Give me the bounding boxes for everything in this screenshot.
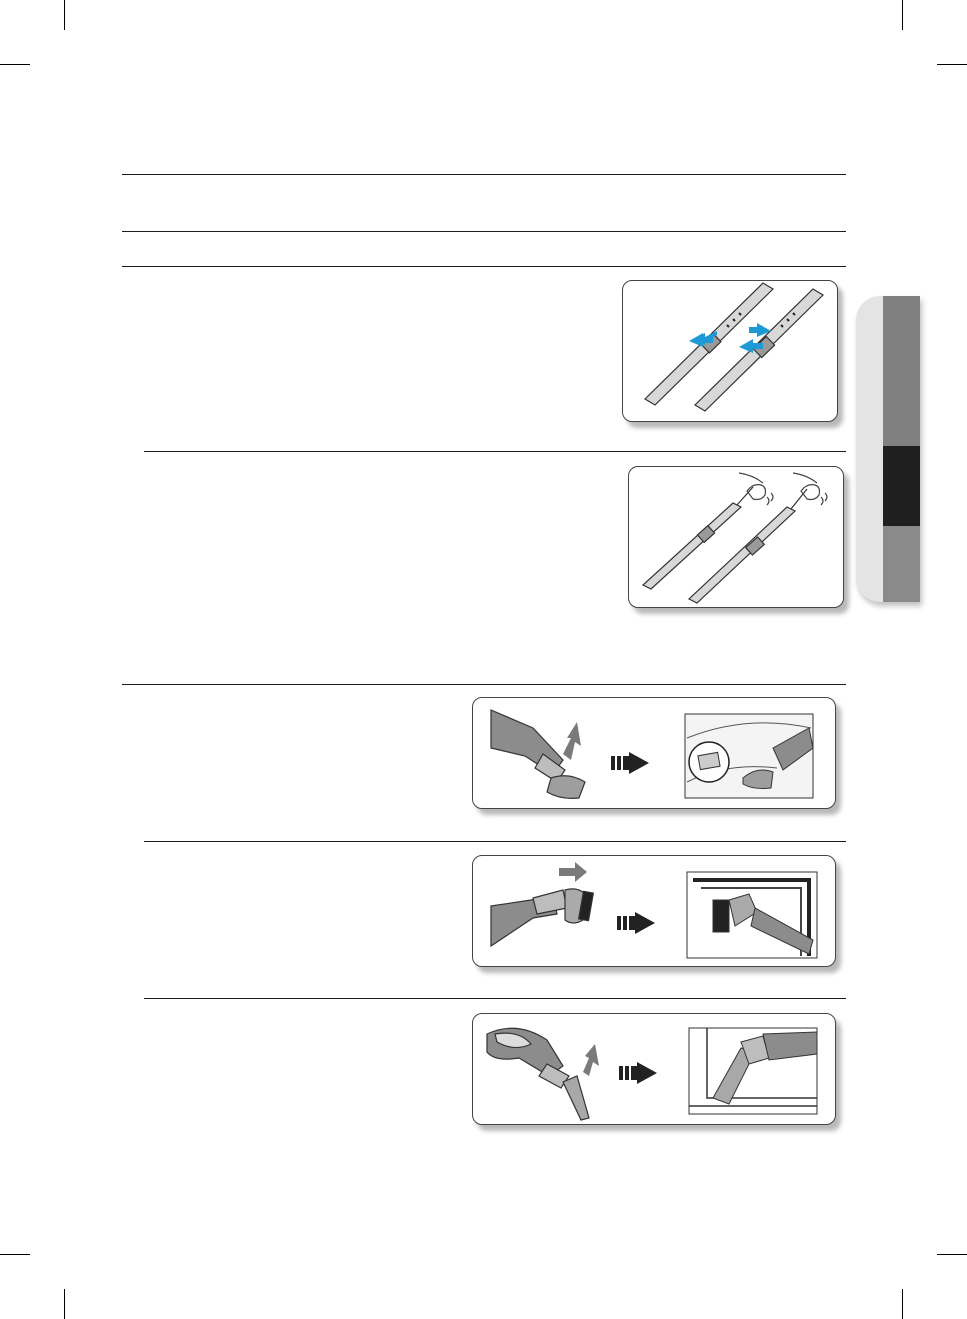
subsection-rule	[122, 266, 846, 267]
next-arrow-icon	[617, 912, 655, 934]
chapter-tab-active	[883, 446, 920, 526]
crop-mark	[902, 1289, 903, 1319]
pipe-icon	[645, 283, 823, 411]
up-arrow-icon	[583, 1044, 599, 1076]
car-seat-scene-icon	[685, 714, 813, 798]
step-divider	[144, 841, 846, 842]
next-arrow-icon	[611, 752, 649, 774]
window-corner-scene-icon	[689, 1028, 817, 1114]
crop-mark	[64, 1289, 65, 1319]
subsection-rule	[122, 684, 846, 685]
pipe-icon	[643, 487, 807, 603]
dusting-brush-illustration	[472, 855, 836, 967]
crop-mark	[64, 0, 65, 30]
next-arrow-icon	[619, 1062, 657, 1084]
telescopic-pipe-adjust-illustration	[622, 280, 838, 422]
crop-mark	[937, 64, 967, 65]
hand-grip-icon	[491, 889, 593, 946]
step-divider	[144, 451, 846, 452]
crop-mark	[0, 64, 30, 65]
crevice-tool-illustration	[472, 1013, 836, 1125]
window-frame-scene-icon	[687, 872, 817, 958]
right-arrow-icon	[559, 862, 587, 882]
section-title-bottom-rule	[122, 231, 846, 232]
step-divider	[144, 998, 846, 999]
up-arrow-icon	[563, 722, 581, 760]
pipe-handle-extend-illustration	[628, 466, 844, 608]
hand-icon	[739, 473, 827, 505]
section-title-rule	[122, 174, 846, 175]
hand-grip-icon	[487, 1028, 589, 1120]
crop-mark	[902, 0, 903, 30]
chapter-tab-segment	[883, 526, 920, 602]
chapter-tab-segment	[883, 296, 920, 446]
crop-mark	[0, 1254, 30, 1255]
crop-mark	[937, 1254, 967, 1255]
upholstery-tool-illustration	[472, 697, 836, 809]
